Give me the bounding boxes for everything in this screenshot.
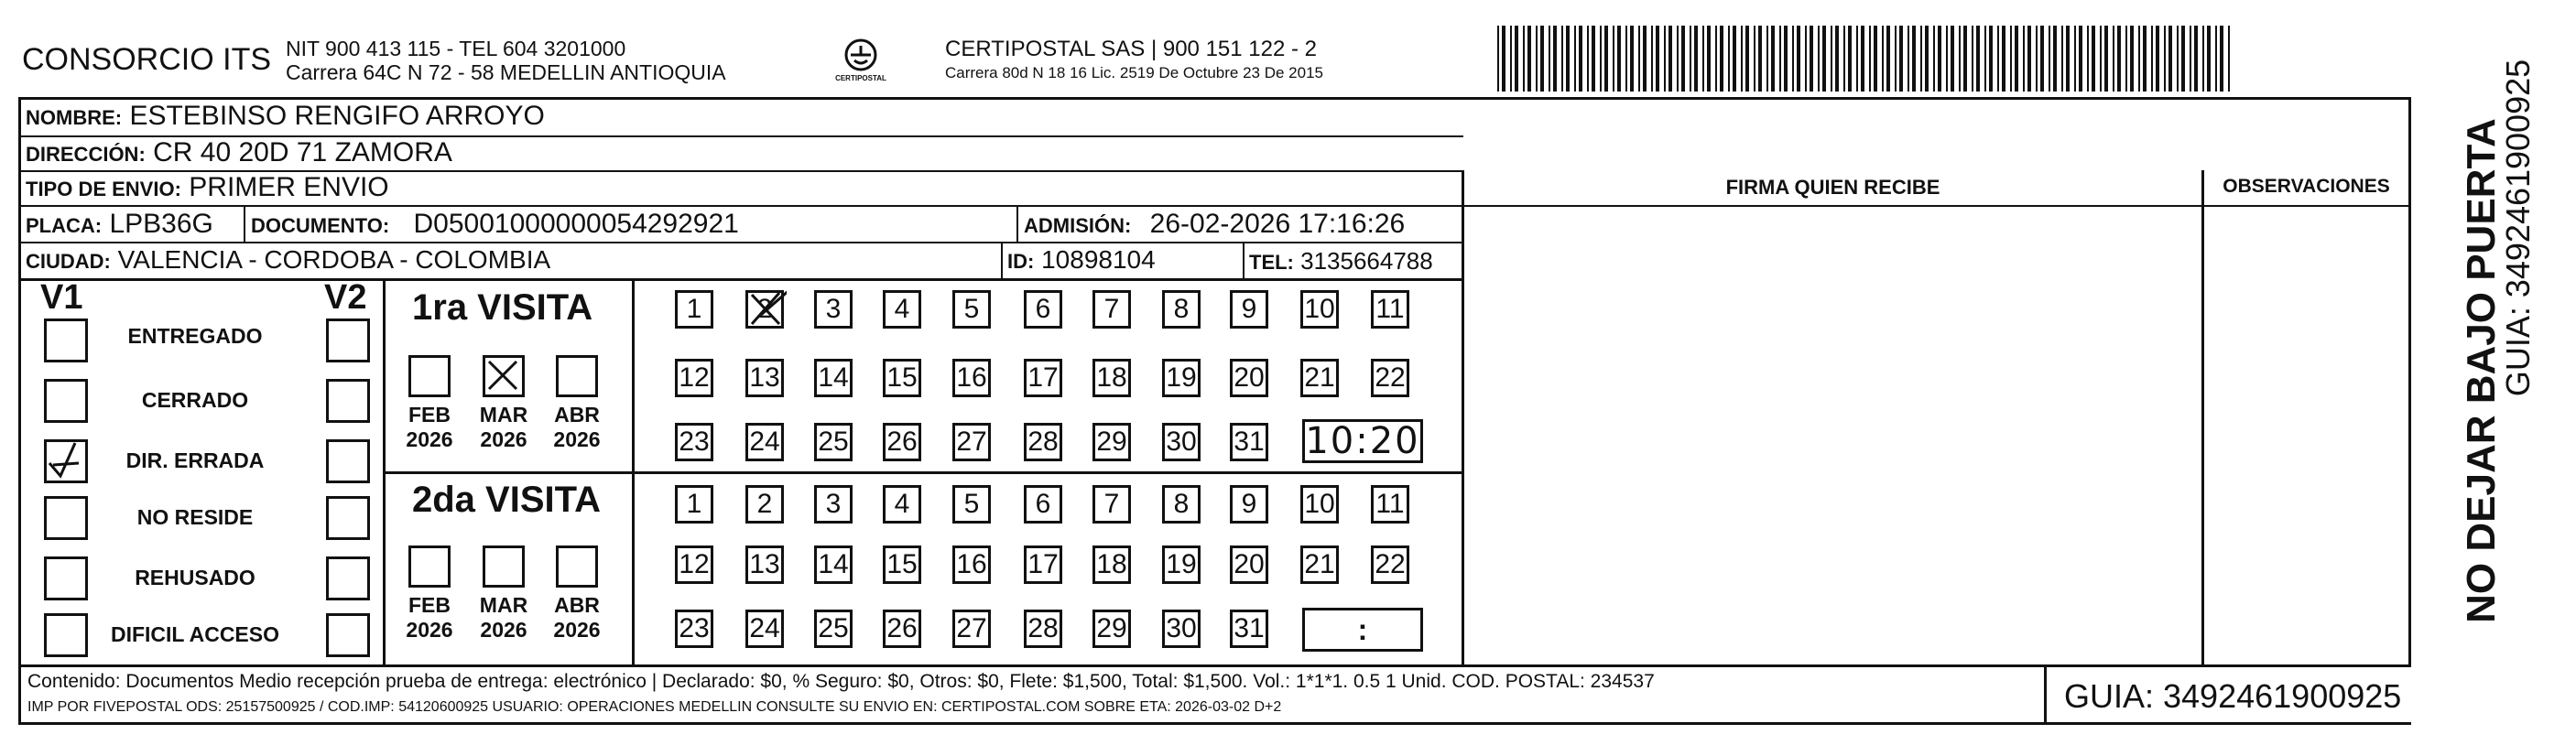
day-number: 27 <box>956 613 987 643</box>
row-line-5 <box>18 278 1463 281</box>
visit2-day-18[interactable] <box>1092 545 1131 584</box>
month-name: ABR <box>554 403 600 427</box>
documento-row <box>251 209 739 240</box>
status-v1-checkbox[interactable] <box>44 439 88 483</box>
day-number: 30 <box>1166 613 1197 643</box>
visit2-day-15[interactable] <box>883 545 921 584</box>
visit2-day-5[interactable] <box>952 485 991 524</box>
day-number: 10 <box>1304 489 1335 519</box>
visit1-day-27[interactable] <box>952 423 991 461</box>
month-year: 2026 <box>406 618 453 642</box>
status-v1-checkbox[interactable] <box>44 496 88 540</box>
courier-line: CERTIPOSTAL SAS | 900 151 122 - 2 <box>945 37 1317 61</box>
visit2-month-label <box>467 593 540 643</box>
nombre-value: ESTEBINSO RENGIFO ARROYO <box>129 101 545 131</box>
visit2-day-4[interactable] <box>883 485 921 524</box>
courier-license: Carrera 80d N 18 16 Lic. 2519 De Octubre 23 De 2015 <box>945 64 1323 81</box>
visit1-day-26[interactable] <box>883 423 921 461</box>
visit2-day-30[interactable] <box>1162 610 1201 648</box>
visit2-month-checkbox[interactable] <box>483 545 525 588</box>
frame-right <box>2408 97 2411 664</box>
visit2-day-17[interactable] <box>1024 545 1062 584</box>
visit2-day-2[interactable] <box>745 485 784 524</box>
month-year: 2026 <box>480 618 527 642</box>
day-number: 18 <box>1096 362 1127 393</box>
day-number: 6 <box>1035 294 1051 324</box>
footer-guia: GUIA: 3492461900925 <box>2064 677 2402 715</box>
visit2-day-28[interactable] <box>1024 610 1062 648</box>
visit1-day-9[interactable] <box>1230 290 1268 329</box>
footer-guia-left <box>2044 664 2047 725</box>
visit2-day-12[interactable] <box>675 545 713 584</box>
col-firma-left <box>1462 170 1464 664</box>
barcode <box>1497 26 2230 92</box>
status-v1-checkbox[interactable] <box>44 319 88 362</box>
visit1-day-28[interactable] <box>1024 423 1062 461</box>
visit1-month-label <box>467 403 540 452</box>
admision-row <box>1024 209 1405 240</box>
visit1-day-13[interactable] <box>745 359 784 397</box>
day-number: 29 <box>1096 613 1127 643</box>
day-number: 13 <box>749 549 780 579</box>
visit1-day-16[interactable] <box>952 359 991 397</box>
day-number: 16 <box>956 549 987 579</box>
day-number: 25 <box>818 613 849 643</box>
visit2-day-16[interactable] <box>952 545 991 584</box>
check-mark-icon <box>44 439 88 483</box>
status-label: NO RESIDE <box>136 505 254 529</box>
day-number: 7 <box>1103 489 1120 519</box>
observaciones-header: OBSERVACIONES <box>2223 176 2390 197</box>
visit2-day-14[interactable] <box>814 545 853 584</box>
day-number: 2 <box>756 294 773 324</box>
visit2-day-13[interactable] <box>745 545 784 584</box>
barcode-icon <box>1497 26 2230 92</box>
day-number: 16 <box>956 362 987 393</box>
footer-imp: IMP POR FIVEPOSTAL ODS: 25157500925 / COD.IMP: 54120600925 USUARIO: OPERACIONES MEDELLIN CONSULTE SU ENVIO EN: CERTIPOSTAL.COM SOBRE ETA: 2026-03-02 D+2 <box>27 699 1282 715</box>
visit2-day-3[interactable] <box>814 485 853 524</box>
visit2-day-25[interactable] <box>814 610 853 648</box>
day-number: 18 <box>1096 549 1127 579</box>
visit1-day-8[interactable] <box>1162 290 1201 329</box>
tipo-value: PRIMER ENVIO <box>189 172 389 202</box>
status-v2-checkbox[interactable] <box>326 556 370 600</box>
admision-label: ADMISIÓN: <box>1024 214 1132 237</box>
day-number: 1 <box>686 294 702 324</box>
visit1-day-22[interactable] <box>1371 359 1409 397</box>
month-name: FEB <box>408 403 451 427</box>
day-number: 24 <box>749 427 780 457</box>
day-number: 7 <box>1103 294 1120 324</box>
visit2-day-1[interactable] <box>675 485 713 524</box>
visit2-day-9[interactable] <box>1230 485 1268 524</box>
footer-content: Contenido: Documentos Medio recepción prueba de entrega: electrónico | Declarado: $0, % Seguro: $0, Otros: $0, Flete: $1,500, Total: $1,500. Vol.: 1*1*1. 0.5 1 Unid. COD. POSTAL: 234537 <box>27 671 1655 692</box>
visit1-day-30[interactable] <box>1162 423 1201 461</box>
tel-label: TEL: <box>1249 251 1294 274</box>
visit1-day-3[interactable] <box>814 290 853 329</box>
day-number: 9 <box>1241 294 1257 324</box>
day-number: 20 <box>1234 362 1265 393</box>
visit2-title: 2da VISITA <box>412 480 601 520</box>
visit2-time: : <box>1357 612 1368 646</box>
day-number: 22 <box>1375 549 1406 579</box>
visit1-day-1[interactable] <box>675 290 713 329</box>
visit1-day-24[interactable] <box>745 423 784 461</box>
visit1-day-4[interactable] <box>883 290 921 329</box>
id-label: ID: <box>1007 250 1035 273</box>
company-address: Carrera 64C N 72 - 58 MEDELLIN ANTIOQUIA <box>286 60 726 84</box>
day-number: 17 <box>1027 549 1059 579</box>
day-number: 21 <box>1304 549 1335 579</box>
day-number: 6 <box>1035 489 1051 519</box>
visit2-day-19[interactable] <box>1162 545 1201 584</box>
certipostal-logo <box>829 35 893 90</box>
status-v2-checkbox[interactable] <box>326 319 370 362</box>
col-id-tel <box>1243 242 1245 280</box>
visit2-day-22[interactable] <box>1371 545 1409 584</box>
visit1-day-18[interactable] <box>1092 359 1131 397</box>
v2-header: V2 <box>324 278 367 317</box>
documento-value: D05001000000054292921 <box>413 209 739 239</box>
visit2-day-31[interactable] <box>1230 610 1268 648</box>
day-number: 3 <box>825 489 842 519</box>
day-number: 21 <box>1304 362 1335 393</box>
footer-line <box>18 664 2411 667</box>
col-ciudad-id <box>1001 242 1003 280</box>
visit1-day-29[interactable] <box>1092 423 1131 461</box>
side-text <box>2418 59 2537 659</box>
month-year: 2026 <box>553 427 601 451</box>
placa-row <box>26 209 213 240</box>
company-nit: NIT 900 413 115 - TEL 604 3201000 <box>286 37 626 60</box>
direccion-value: CR 40 20D 71 ZAMORA <box>153 137 452 167</box>
visit1-month-label <box>393 403 466 452</box>
day-number: 10 <box>1304 294 1335 324</box>
visit2-day-11[interactable] <box>1371 485 1409 524</box>
row-line-4 <box>18 242 1463 243</box>
visit1-day-2[interactable] <box>745 290 784 329</box>
status-v1-checkbox[interactable] <box>44 613 88 657</box>
visit1-day-10[interactable] <box>1300 290 1339 329</box>
visit1-day-31[interactable] <box>1230 423 1268 461</box>
visit1-day-17[interactable] <box>1024 359 1062 397</box>
placa-label: PLACA: <box>26 214 103 237</box>
month-name: ABR <box>554 593 600 617</box>
visit1-day-20[interactable] <box>1230 359 1268 397</box>
status-v2-checkbox[interactable] <box>326 379 370 423</box>
visit1-day-19[interactable] <box>1162 359 1201 397</box>
day-number: 4 <box>894 489 910 519</box>
day-number: 19 <box>1166 549 1197 579</box>
day-number: 24 <box>749 613 780 643</box>
visit2-time-box[interactable] <box>1302 608 1423 652</box>
nombre-row <box>26 101 545 132</box>
side-sub: GUIA: 3492461900925 <box>2499 59 2537 397</box>
day-number: 9 <box>1241 489 1257 519</box>
month-year: 2026 <box>553 618 601 642</box>
day-number: 2 <box>756 489 773 519</box>
day-number: 25 <box>818 427 849 457</box>
visit2-day-23[interactable] <box>675 610 713 648</box>
cross-mark-icon <box>485 358 522 394</box>
tel-row <box>1249 247 1433 275</box>
status-v1-checkbox[interactable] <box>44 556 88 600</box>
row-line-3 <box>18 205 2411 207</box>
day-number: 28 <box>1027 427 1059 457</box>
visit1-day-5[interactable] <box>952 290 991 329</box>
admision-value: 26-02-2026 17:16:26 <box>1149 209 1406 239</box>
visit2-day-21[interactable] <box>1300 545 1339 584</box>
day-number: 22 <box>1375 362 1406 393</box>
visit1-month-checkbox[interactable] <box>556 355 598 397</box>
visit2-day-26[interactable] <box>883 610 921 648</box>
id-value: 10898104 <box>1041 245 1156 274</box>
visit1-day-6[interactable] <box>1024 290 1062 329</box>
day-number: 12 <box>679 549 710 579</box>
visit1-month-checkbox[interactable] <box>483 355 525 397</box>
ciudad-row <box>26 245 550 275</box>
day-number: 13 <box>749 362 780 393</box>
ciudad-value: VALENCIA - CORDOBA - COLOMBIA <box>117 245 551 274</box>
visit2-day-10[interactable] <box>1300 485 1339 524</box>
visit1-day-7[interactable] <box>1092 290 1131 329</box>
visit2-day-6[interactable] <box>1024 485 1062 524</box>
day-number: 4 <box>894 294 910 324</box>
nombre-label: NOMBRE: <box>26 106 123 129</box>
day-number: 20 <box>1234 549 1265 579</box>
day-number: 3 <box>825 294 842 324</box>
id-row <box>1007 245 1156 275</box>
visit2-day-20[interactable] <box>1230 545 1268 584</box>
day-number: 29 <box>1096 427 1127 457</box>
day-number: 26 <box>886 613 918 643</box>
day-number: 31 <box>1234 427 1265 457</box>
visit2-month-checkbox[interactable] <box>408 545 451 588</box>
day-number: 1 <box>686 489 702 519</box>
frame-left <box>18 97 21 725</box>
day-number: 12 <box>679 362 710 393</box>
col-placa-doc <box>244 205 245 243</box>
cross-mark-icon <box>746 287 787 328</box>
day-number: 8 <box>1173 489 1190 519</box>
month-name: MAR <box>479 593 528 617</box>
visit1-title: 1ra VISITA <box>412 287 593 328</box>
day-number: 23 <box>679 427 710 457</box>
day-number: 31 <box>1234 613 1265 643</box>
visit2-day-29[interactable] <box>1092 610 1131 648</box>
col-doc-adm <box>1016 205 1018 243</box>
day-number: 23 <box>679 613 710 643</box>
visit1-time: 10:20 <box>1305 420 1420 462</box>
visit1-day-11[interactable] <box>1371 290 1409 329</box>
status-label: REHUSADO <box>135 566 255 589</box>
visit1-time-box[interactable] <box>1302 419 1423 463</box>
day-number: 14 <box>818 362 849 393</box>
visit2-day-8[interactable] <box>1162 485 1201 524</box>
day-number: 28 <box>1027 613 1059 643</box>
day-number: 19 <box>1166 362 1197 393</box>
visit2-month-label <box>540 593 614 643</box>
firma-header: FIRMA QUIEN RECIBE <box>1725 176 1940 199</box>
documento-label: DOCUMENTO: <box>251 214 390 237</box>
status-v2-checkbox[interactable] <box>326 439 370 483</box>
visit2-day-7[interactable] <box>1092 485 1131 524</box>
v1-header: V1 <box>40 278 83 317</box>
visit1-month-label <box>540 403 614 452</box>
day-number: 5 <box>963 294 980 324</box>
visit1-day-15[interactable] <box>883 359 921 397</box>
month-year: 2026 <box>406 427 453 451</box>
col-obs-left <box>2201 170 2204 664</box>
visit1-day-23[interactable] <box>675 423 713 461</box>
visit1-day-12[interactable] <box>675 359 713 397</box>
status-v2-checkbox[interactable] <box>326 613 370 657</box>
logo-caption: CERTIPOSTAL <box>835 74 886 82</box>
visit1-month-checkbox[interactable] <box>408 355 451 397</box>
day-number: 11 <box>1375 489 1405 519</box>
day-number: 27 <box>956 427 987 457</box>
frame-top <box>18 97 2411 100</box>
day-number: 26 <box>886 427 918 457</box>
day-number: 15 <box>886 549 918 579</box>
day-number: 5 <box>963 489 980 519</box>
direccion-label: DIRECCIÓN: <box>26 143 146 166</box>
tipo-label: TIPO DE ENVIO: <box>26 178 181 200</box>
day-number: 8 <box>1173 294 1190 324</box>
side-main: NO DEJAR BAJO PUERTA <box>2459 118 2504 623</box>
frame-bottom <box>18 722 2411 725</box>
day-number: 17 <box>1027 362 1059 393</box>
tipo-row <box>26 172 389 203</box>
company-name: CONSORCIO ITS <box>22 42 272 77</box>
visit2-day-24[interactable] <box>745 610 784 648</box>
visit2-day-27[interactable] <box>952 610 991 648</box>
month-name: FEB <box>408 593 451 617</box>
month-year: 2026 <box>480 427 527 451</box>
month-name: MAR <box>479 403 528 427</box>
visit-divider <box>383 471 1463 474</box>
visit2-month-label <box>393 593 466 643</box>
day-number: 15 <box>886 362 918 393</box>
visit1-day-21[interactable] <box>1300 359 1339 397</box>
status-v2-checkbox[interactable] <box>326 496 370 540</box>
tel-value: 3135664788 <box>1300 247 1433 275</box>
visit1-day-25[interactable] <box>814 423 853 461</box>
visit1-day-14[interactable] <box>814 359 853 397</box>
visit2-month-checkbox[interactable] <box>556 545 598 588</box>
day-number: 14 <box>818 549 849 579</box>
status-label: DIR. ERRADA <box>125 448 265 472</box>
day-number: 30 <box>1166 427 1197 457</box>
status-label: ENTREGADO <box>127 324 263 348</box>
status-label: CERRADO <box>141 388 249 412</box>
status-v1-checkbox[interactable] <box>44 379 88 423</box>
day-number: 11 <box>1375 294 1405 324</box>
direccion-row <box>26 137 452 168</box>
ciudad-label: CIUDAD: <box>26 250 111 273</box>
status-label: DIFICIL ACCESO <box>110 622 279 646</box>
placa-value: LPB36G <box>109 209 213 239</box>
